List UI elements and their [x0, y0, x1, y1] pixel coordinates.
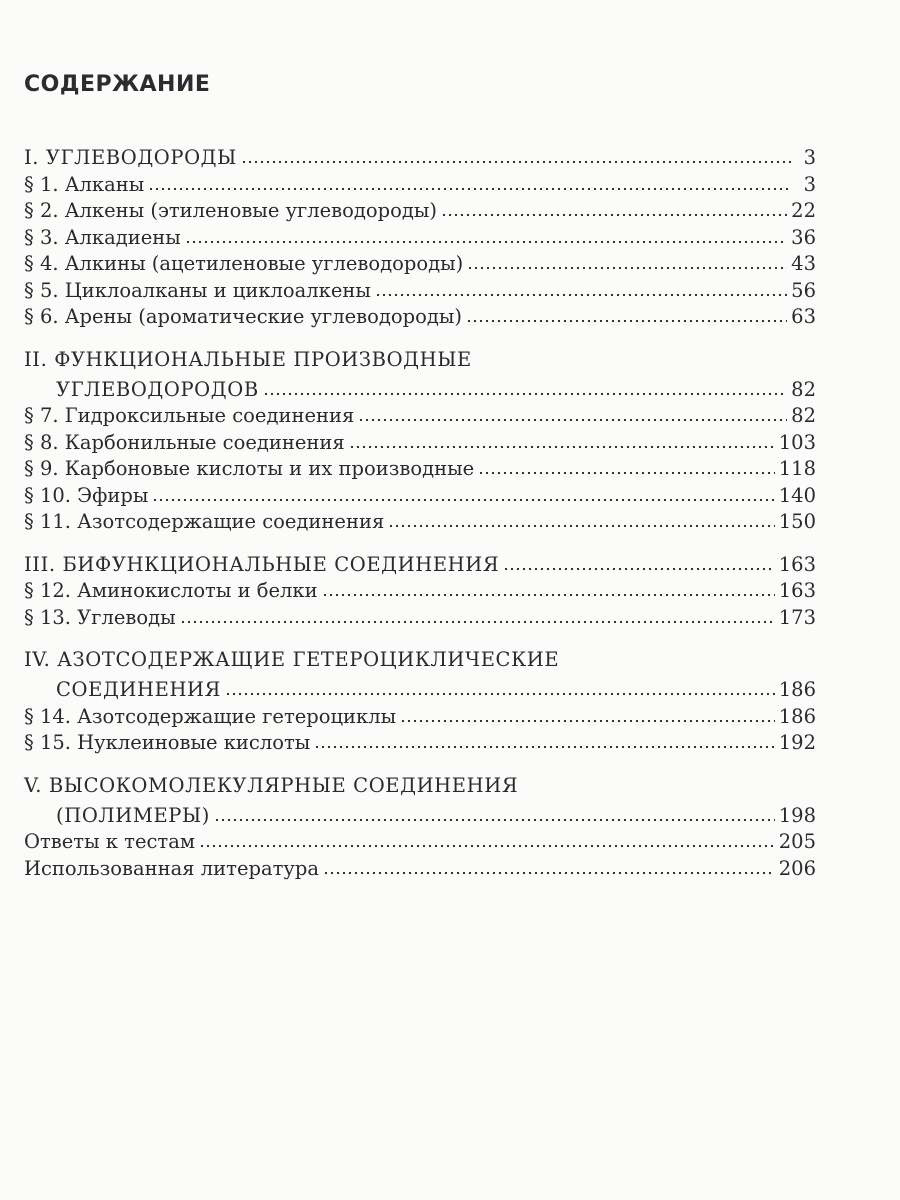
dot-leader	[478, 471, 775, 475]
toc-entry-title: § 3. Алкадиены	[24, 225, 181, 249]
dot-leader	[400, 719, 775, 723]
toc-part-title-line: II. ФУНКЦИОНАЛЬНЫЕ ПРОИЗВОДНЫЕ	[24, 347, 472, 371]
toc-entry[interactable]	[24, 484, 816, 511]
dot-leader	[503, 567, 775, 571]
toc-entry[interactable]	[24, 305, 816, 332]
dot-leader	[358, 418, 787, 422]
toc-entry-title: § 5. Циклоалканы и циклоалкены	[24, 278, 371, 302]
toc-entry-title: I. УГЛЕВОДОРОДЫ	[24, 146, 237, 169]
toc-part[interactable]	[24, 774, 816, 831]
dot-leader	[180, 620, 775, 624]
toc-entry-title: Использованная литература	[24, 856, 319, 880]
toc-entry-title: § 13. Углеводы	[24, 605, 176, 629]
toc-entry-title: § 2. Алкены (этиленовые углеводороды)	[24, 199, 438, 222]
toc-entry[interactable]	[24, 431, 816, 458]
toc-entry-title: § 12. Аминокислоты и белки	[24, 579, 318, 602]
toc-page-number: 192	[778, 731, 816, 754]
dot-leader	[241, 160, 792, 164]
toc-page-number: 103	[778, 430, 816, 454]
toc-entry[interactable]	[24, 457, 816, 484]
toc-entry[interactable]	[24, 606, 816, 633]
toc-page-number: 205	[778, 830, 816, 853]
toc-page-number: 22	[791, 199, 816, 222]
dot-leader	[225, 692, 775, 696]
toc-entry[interactable]	[24, 199, 816, 226]
toc-page-number: 3	[803, 146, 816, 169]
dot-leader	[148, 187, 792, 191]
toc-entry[interactable]	[24, 510, 816, 537]
toc-page-number: 43	[791, 252, 816, 275]
toc-entry-title: III. БИФУНКЦИОНАЛЬНЫЕ СОЕДИНЕНИЯ	[24, 552, 500, 576]
dot-leader	[314, 745, 775, 749]
dot-leader	[214, 818, 775, 822]
dot-leader	[152, 498, 774, 502]
toc-entry-title: Ответы к тестам	[24, 830, 196, 853]
dot-leader	[375, 293, 787, 297]
toc-entry[interactable]	[24, 731, 816, 758]
toc-page-number: 56	[791, 278, 816, 302]
toc-page-number: 36	[791, 225, 816, 249]
toc-entry[interactable]	[24, 857, 816, 884]
toc-part[interactable]	[24, 348, 816, 405]
dot-leader	[199, 844, 775, 848]
dot-leader	[263, 392, 787, 396]
dot-leader	[323, 871, 775, 875]
table-of-contents	[24, 146, 816, 883]
dot-leader	[441, 213, 787, 217]
dot-leader	[349, 445, 775, 449]
toc-entry-title: § 15. Нуклеиновые кислоты	[24, 731, 311, 754]
toc-entry-title: § 14. Азотсодержащие гетероциклы	[24, 704, 397, 728]
toc-entry-title: УГЛЕВОДОРОДОВ	[56, 377, 259, 401]
toc-page-number: 118	[778, 457, 816, 480]
toc-entry-title: § 7. Гидроксильные соединения	[24, 404, 355, 427]
toc-page-number: 173	[778, 605, 816, 629]
toc-entry-title: § 10. Эфиры	[24, 483, 149, 507]
toc-page-number: 186	[778, 678, 816, 701]
toc-part-title-line: IV. АЗОТСОДЕРЖАЩИЕ ГЕТЕРОЦИКЛИЧЕСКИЕ	[24, 648, 560, 671]
toc-part[interactable]	[24, 553, 816, 580]
toc-entry[interactable]	[24, 705, 816, 732]
toc-page-number: 198	[778, 803, 816, 827]
toc-page-number: 186	[778, 704, 816, 728]
page-title: СОДЕРЖАНИЕ	[24, 72, 211, 97]
dot-leader	[388, 524, 775, 528]
toc-page-number: 163	[778, 552, 816, 576]
toc-page-number: 206	[778, 856, 816, 880]
toc-page-number: 82	[791, 404, 816, 427]
toc-entry[interactable]	[24, 830, 816, 857]
toc-entry-title: (ПОЛИМЕРЫ)	[56, 803, 210, 827]
toc-entry[interactable]	[24, 404, 816, 431]
toc-entry-title: СОЕДИНЕНИЯ	[56, 678, 221, 701]
toc-page-number: 150	[778, 510, 816, 533]
toc-entry-title: § 8. Карбонильные соединения	[24, 430, 345, 454]
toc-entry-title: § 11. Азотсодержащие соединения	[24, 510, 385, 533]
toc-part-title-line: V. ВЫСОКОМОЛЕКУЛЯРНЫЕ СОЕДИНЕНИЯ	[24, 773, 519, 797]
toc-entry[interactable]	[24, 173, 816, 200]
toc-page-number: 163	[778, 579, 816, 602]
toc-entry-title: § 1. Алканы	[24, 172, 145, 196]
dot-leader	[466, 319, 787, 323]
toc-entry[interactable]	[24, 252, 816, 279]
toc-entry-title: § 4. Алкины (ацетиленовые углеводороды)	[24, 252, 464, 275]
toc-entry[interactable]	[24, 279, 816, 306]
toc-entry[interactable]	[24, 579, 816, 606]
dot-leader	[322, 593, 775, 597]
toc-page-number: 3	[803, 172, 816, 196]
toc-page-number: 63	[791, 305, 816, 328]
toc-part[interactable]	[24, 648, 816, 705]
toc-entry-title: § 6. Арены (ароматические углеводороды)	[24, 305, 463, 328]
toc-page-number: 82	[791, 377, 816, 401]
toc-entry-title: § 9. Карбоновые кислоты и их производные	[24, 457, 475, 480]
toc-entry[interactable]	[24, 226, 816, 253]
dot-leader	[185, 240, 787, 244]
toc-part[interactable]	[24, 146, 816, 173]
dot-leader	[467, 266, 787, 270]
toc-page-number: 140	[778, 483, 816, 507]
